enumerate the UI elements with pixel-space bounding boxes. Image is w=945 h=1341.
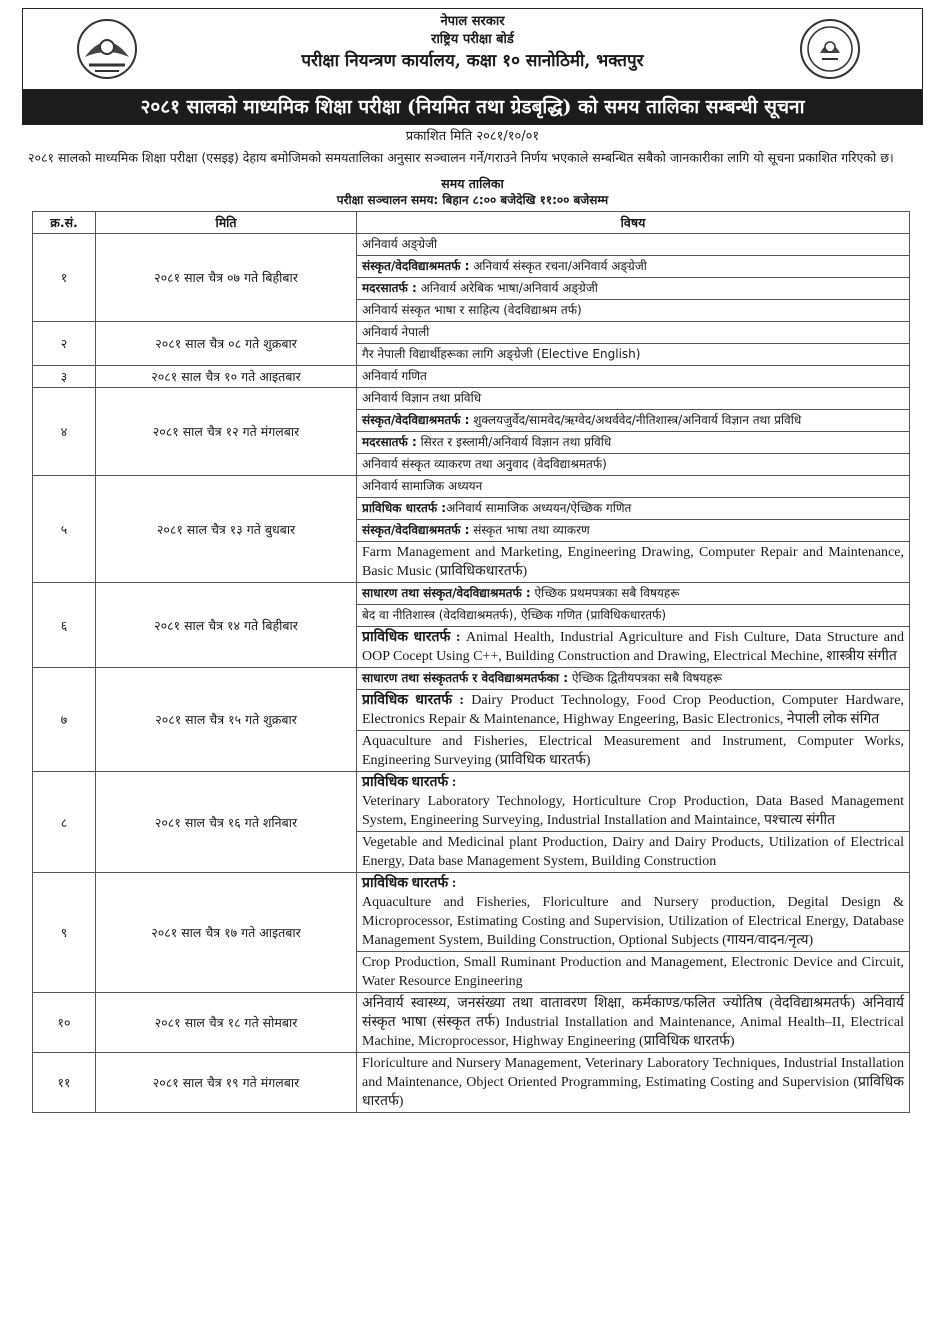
exam-date: २०८१ साल चैत्र ०८ गते शुक्रबार (96, 322, 357, 366)
subject-text: Vegetable and Medicinal plant Production, Dairy and Dairy Products, Utilization of Electrical Energy, Data base Management System, Building Construction (362, 835, 904, 869)
serial-number: १० (33, 993, 96, 1053)
table-row (33, 476, 910, 498)
table-row (33, 322, 910, 344)
serial-number: ६ (33, 583, 96, 668)
subject-cell (357, 344, 910, 366)
serial-number: ९ (33, 873, 96, 993)
table-row (33, 993, 910, 1053)
table-row (33, 1053, 910, 1113)
serial-number: २ (33, 322, 96, 366)
schedule-title: समय तालिका (441, 176, 504, 191)
subject-text: अनिवार्य संस्कृत व्याकरण तथा अनुवाद (वेदविद्याश्रमतर्फ) (362, 457, 607, 471)
subject-cell (357, 498, 910, 520)
subject-text: ऐच्छिक प्रथमपत्रका सबै विषयहरू (530, 586, 680, 600)
stream-label: प्राविधिक धारतर्फ : (362, 876, 457, 891)
table-row (33, 366, 910, 388)
subject-text: अनिवार्य संस्कृत भाषा र साहित्य (वेदविद्याश्रम तर्फ) (362, 303, 582, 317)
subject-cell (357, 1053, 910, 1113)
stream-label: मदरसातर्फ : (362, 435, 417, 449)
subject-cell (357, 432, 910, 454)
exam-date: २०८१ साल चैत्र १० गते आइतबार (96, 366, 357, 388)
subject-text: Veterinary Laboratory Technology, Horticulture Crop Production, Data Based Management System, Engineering Surveying, Industrial Installation and Maintaince, पश्चात्य संगीत (362, 794, 904, 828)
exam-date: २०८१ साल चैत्र १७ गते आइतबार (96, 873, 357, 993)
table-row (33, 388, 910, 410)
subject-text: अनिवार्य अरेबिक भाषा/अनिवार्य अङ्ग्रेजी (416, 281, 598, 295)
notice-banner: २०८१ सालको माध्यमिक शिक्षा परीक्षा (नियमित तथा ग्रेडबृद्धि) को समय तालिका सम्बन्धी सूचना (23, 90, 922, 124)
subject-cell (357, 410, 910, 432)
subject-text: संस्कृत भाषा तथा व्याकरण (469, 523, 590, 537)
subject-text: अनिवार्य गणित (362, 369, 427, 383)
subject-cell (357, 690, 910, 731)
exam-date: २०८१ साल चैत्र १६ गते शनिबार (96, 772, 357, 873)
stream-label: संस्कृत/वेदविद्याश्रमतर्फ : (362, 523, 470, 537)
subject-cell (357, 772, 910, 832)
stream-label: संस्कृत/वेदविद्याश्रमतर्फ : (362, 259, 470, 273)
subject-text: Crop Production, Small Ruminant Production and Management, Electronic Device and Circuit, Water Resource Engineering (362, 955, 904, 989)
subject-cell (357, 278, 910, 300)
subject-text: अनिवार्य सामाजिक अध्ययन (362, 479, 483, 493)
subject-text: बेद वा नीतिशास्त्र (वेदविद्याश्रमतर्फ), ऐच्छिक गणित (प्राविधिकधारतर्फ) (362, 608, 667, 622)
subject-cell (357, 952, 910, 993)
exam-date: २०८१ साल चैत्र १४ गते बिहीबार (96, 583, 357, 668)
serial-number: ८ (33, 772, 96, 873)
subject-cell (357, 476, 910, 498)
header-date: मिति (96, 212, 357, 234)
subject-cell (357, 366, 910, 388)
timetable-header-row (33, 212, 910, 234)
serial-number: ३ (33, 366, 96, 388)
stream-label: साधारण तथा संस्कृततर्फ र वेदविद्याश्रमतर्फका : (362, 671, 569, 685)
serial-number: ४ (33, 388, 96, 476)
subject-text: Aquaculture and Fisheries, Electrical Measurement and Instrument, Computer Works, Engineering Surveying (प्राविधिक धारतर्फ) (362, 734, 904, 768)
subject-cell (357, 605, 910, 627)
table-row (33, 583, 910, 605)
letterhead (23, 9, 922, 90)
stream-label: मदरसातर्फ : (362, 281, 417, 295)
header-serial: क्र.सं. (33, 212, 96, 234)
subject-text: Dairy Product Technology, Food Crop Peoduction, Computer Hardware, Electronics Repair & Maintenance, Highway Engeering, Basic Electronics, नेपाली लोक संगित (362, 693, 905, 727)
subject-cell (357, 542, 910, 583)
subject-text: Floriculture and Nursery Management, Veterinary Laboratory Techniques, Industrial Installation and Maintenance, Object Oriented Programming, Estimating Costing and Supervision (प्राविधिक धारतर्फ) (362, 1056, 904, 1109)
stream-label: प्राविधिक धारतर्फ : (362, 630, 461, 645)
subject-text: गैर नेपाली विद्यार्थीहरूका लागि अङ्ग्रेजी (Elective English) (362, 347, 641, 361)
serial-number: ५ (33, 476, 96, 583)
timetable-body (33, 234, 910, 1113)
published-date: प्रकाशित मिति २०८१/१०/०१ (405, 129, 540, 144)
subject-text: अनिवार्य नेपाली (362, 325, 430, 339)
notice-frame (22, 8, 923, 125)
subject-cell (357, 832, 910, 873)
subject-text: ऐच्छिक द्वितीयपत्रका सबै विषयहरू (568, 671, 723, 685)
exam-board-seal-icon (798, 17, 862, 81)
subject-cell (357, 627, 910, 668)
intro-paragraph: २०८१ सालको माध्यमिक शिक्षा परीक्षा (एसइइ) देहाय बमोजिमको समयतालिका अनुसार सञ्चालन गर्ने/गराउने निर्णय भएकाले सम्बन्धित सबैको जानकारीका लागि यो सूचना प्रकाशित गरिएको छ। (28, 150, 894, 165)
serial-number: १ (33, 234, 96, 322)
subject-cell (357, 300, 910, 322)
subject-cell (357, 583, 910, 605)
subject-cell (357, 454, 910, 476)
subject-cell (357, 322, 910, 344)
subject-cell (357, 520, 910, 542)
header-board: राष्ट्रिय परीक्षा बोर्ड (431, 32, 514, 47)
subject-cell (357, 668, 910, 690)
stream-label: प्राविधिक धारतर्फ : (362, 501, 447, 515)
subject-cell (357, 388, 910, 410)
subject-cell (357, 731, 910, 772)
subject-cell (357, 256, 910, 278)
header-subject: विषय (357, 212, 910, 234)
subject-text: Farm Management and Marketing, Engineering Drawing, Computer Repair and Maintenance, Basic Music (प्राविधिकधारतर्फ) (362, 545, 904, 579)
exam-date: २०८१ साल चैत्र १२ गते मंगलबार (96, 388, 357, 476)
subject-text: अनिवार्य विज्ञान तथा प्रविधि (362, 391, 482, 405)
subject-cell (357, 234, 910, 256)
header-government: नेपाल सरकार (440, 14, 505, 29)
table-row (33, 234, 910, 256)
stream-label: प्राविधिक धारतर्फ : (362, 775, 457, 790)
exam-date: २०८१ साल चैत्र १९ गते मंगलबार (96, 1053, 357, 1113)
subject-text: शुक्लयजुर्वेद/सामवेद/ऋग्वेद/अथर्ववेद/नीतिशास्त्र/अनिवार्य विज्ञान तथा प्रविधि (469, 413, 802, 427)
table-row (33, 772, 910, 832)
serial-number: ७ (33, 668, 96, 772)
subject-text: Aquaculture and Fisheries, Floriculture and Nursery production, Degital Design & Microprocessor, Estimating Costing and Supervision, Utilization of Electrical Energy, Database Management System, Building Construction, Optional Subjects (गायन/वादन/नृत्य) (362, 895, 904, 948)
exam-date: २०८१ साल चैत्र १८ गते सोमबार (96, 993, 357, 1053)
subject-text: अनिवार्य सामाजिक अध्ययन/ऐच्छिक गणित (446, 501, 632, 515)
stream-label: साधारण तथा संस्कृत/वेदविद्याश्रमतर्फ : (362, 586, 531, 600)
exam-date: २०८१ साल चैत्र १५ गते शुक्रबार (96, 668, 357, 772)
stream-label: संस्कृत/वेदविद्याश्रमतर्फ : (362, 413, 470, 427)
subject-text: Animal Health, Industrial Agriculture and Fish Culture, Data Structure and OOP Cocept Using C++, Building Construction and Drawing, Electrical Mechine, शास्त्रीय संगीत (362, 630, 905, 664)
exam-date: २०८१ साल चैत्र १३ गते बुधबार (96, 476, 357, 583)
timetable (32, 211, 910, 1113)
schedule-time: परीक्षा सञ्चालन समय: बिहान ८:०० बजेदेखि ११:०० बजेसम्म (336, 193, 609, 207)
subject-cell (357, 873, 910, 952)
subject-text: अनिवार्य स्वास्थ्य, जनसंख्या तथा वातावरण शिक्षा, कर्मकाण्ड/फलित ज्योतिष (वेदविद्याश्रमतर्फ) अनिवार्य संस्कृत भाषा (संस्कृत तर्फ) Industrial Installation and Maintenance, Animal Health–II, Electrical Machine, Microprocessor, Highway Engineering (प्राविधिक धारतर्फ) (362, 996, 904, 1049)
subject-cell (357, 993, 910, 1053)
header-office: परीक्षा नियन्त्रण कार्यालय, कक्षा १० सानोठिमी, भक्तपुर (301, 51, 644, 71)
table-row (33, 668, 910, 690)
stream-label: प्राविधिक धारतर्फ : (362, 693, 464, 708)
exam-date: २०८१ साल चैत्र ०७ गते बिहीबार (96, 234, 357, 322)
table-row (33, 873, 910, 952)
subject-text: अनिवार्य अङ्ग्रेजी (362, 237, 438, 251)
serial-number: ११ (33, 1053, 96, 1113)
subject-text: सिरत र इस्लामी/अनिवार्य विज्ञान तथा प्रविधि (416, 435, 612, 449)
subject-text: अनिवार्य संस्कृत रचना/अनिवार्य अङ्ग्रेजी (469, 259, 647, 273)
